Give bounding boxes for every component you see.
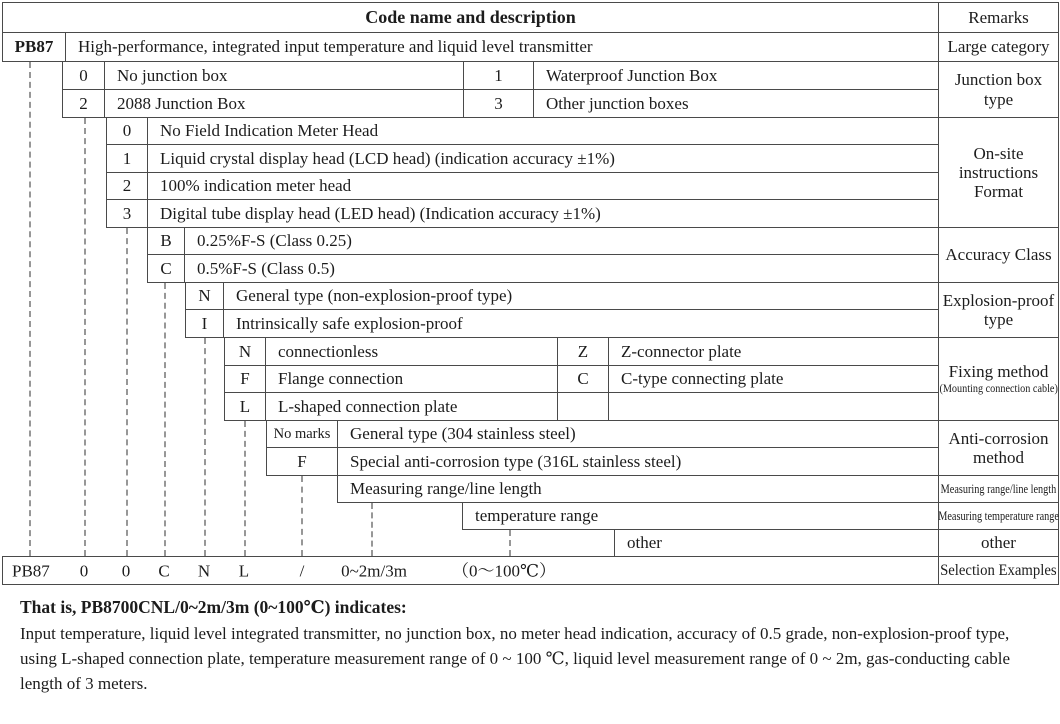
remarks-header: Remarks: [938, 2, 1059, 33]
other-remark: other: [938, 529, 1059, 557]
meter-code-2: 2: [106, 172, 148, 200]
dashed-line-range: [371, 503, 373, 556]
anticorrosion-label-1: Special anti-corrosion type (316L stainless steel): [337, 447, 939, 476]
junction-code-2: 2: [62, 89, 105, 118]
temperature-range-label: temperature range: [462, 502, 939, 530]
junction-label-0: No junction box: [104, 61, 464, 90]
example-code-pb87: PB87: [12, 560, 50, 580]
explosion-label-1: Intrinsically safe explosion-proof: [223, 309, 939, 338]
junction-label-3: Other junction boxes: [533, 89, 939, 118]
explosion-label-0: General type (non-explosion-proof type): [223, 282, 939, 310]
fixing-code-c: C: [557, 365, 609, 393]
category-remark: Large category: [938, 32, 1059, 62]
category-description: High-performance, integrated input temperature and liquid level transmitter: [65, 32, 939, 62]
fixing-remark: [938, 337, 1059, 421]
fixing-label-l: L-shaped connection plate: [265, 392, 558, 421]
meter-remark: On-site instructions Format: [938, 117, 1059, 228]
example-code-accuracy: C: [158, 560, 170, 580]
fixing-code-f: F: [224, 365, 266, 393]
example-code-explosion: N: [197, 560, 211, 580]
meter-code-3: 3: [106, 199, 148, 228]
dashed-line-accuracy: [164, 283, 166, 556]
measuring-range-remark: [938, 475, 1059, 503]
example-row: [2, 556, 939, 585]
dashed-line-category: [29, 62, 31, 556]
footnote-heading: That is, PB8700CNL/0~2m/3m (0~100℃) indicates:: [20, 597, 407, 617]
meter-code-1: 1: [106, 144, 148, 173]
example-code-junction: 0: [79, 560, 89, 580]
meter-label-1: Liquid crystal display head (LCD head) (indication accuracy ±1%): [147, 144, 939, 173]
junction-code-1: 1: [463, 61, 534, 90]
accuracy-code-1: C: [147, 254, 185, 283]
fixing-label-n: connectionless: [265, 337, 558, 366]
accuracy-remark: Accuracy Class: [938, 227, 1059, 283]
dashed-line-junction: [84, 118, 86, 556]
meter-code-0: 0: [106, 117, 148, 145]
example-code-fixing: L: [238, 560, 250, 580]
other-label: other: [614, 529, 939, 557]
fixing-remark-title: Fixing method: [948, 362, 1049, 382]
temperature-range-remark-text: Measuring temperature range: [938, 509, 1059, 523]
explosion-remark: Explosion-proof type: [938, 282, 1059, 338]
fixing-remark-sub: (Mounting connection cable): [939, 381, 1058, 396]
measuring-range-label: Measuring range/line length: [337, 475, 939, 503]
fixing-label-f: Flange connection: [265, 365, 558, 393]
table-title: Code name and description: [2, 2, 939, 33]
explosion-code-0: N: [185, 282, 224, 310]
example-remark: [938, 556, 1059, 585]
dashed-line-meter: [126, 228, 128, 556]
junction-remark: Junction box type: [938, 61, 1059, 118]
fixing-empty-label: [608, 392, 939, 421]
anticorrosion-code-0: No marks: [266, 420, 338, 448]
dashed-line-explosion: [204, 338, 206, 556]
dashed-line-anticorrosion: [301, 476, 303, 556]
fixing-code-z: Z: [557, 337, 609, 366]
example-code-anticorrosion: /: [299, 560, 305, 580]
junction-label-2: 2088 Junction Box: [104, 89, 464, 118]
fixing-label-c: C-type connecting plate: [608, 365, 939, 393]
measuring-range-remark-text: Measuring range/line length: [940, 482, 1057, 496]
dashed-line-temperature: [509, 530, 511, 556]
fixing-code-n: N: [224, 337, 266, 366]
accuracy-code-0: B: [147, 227, 185, 255]
explosion-code-1: I: [185, 309, 224, 338]
accuracy-label-1: 0.5%F-S (Class 0.5): [184, 254, 939, 283]
meter-label-2: 100% indication meter head: [147, 172, 939, 200]
example-code-range: 0~2m/3m: [341, 560, 407, 580]
anticorrosion-code-1: F: [266, 447, 338, 476]
anticorrosion-remark: Anti-corrosion method: [938, 420, 1059, 476]
category-code: PB87: [2, 32, 66, 62]
footnote-body: Input temperature, liquid level integrated transmitter, no junction box, no meter head indication, accuracy of 0.5 grade, non-explosion-proof type, using L-shaped connection plate, temperature measurement range of 0 ~ 100 ℃, liquid level measurement range of 0 ~ 2m, gas-conducting cable length of 3 meters.: [20, 624, 1011, 693]
junction-code-0: 0: [62, 61, 105, 90]
junction-code-3: 3: [463, 89, 534, 118]
meter-label-0: No Field Indication Meter Head: [147, 117, 939, 145]
accuracy-label-0: 0.25%F-S (Class 0.25): [184, 227, 939, 255]
dashed-line-fixing: [244, 421, 246, 556]
fixing-code-l: L: [224, 392, 266, 421]
example-code-meter: 0: [121, 560, 131, 580]
temperature-range-remark: [938, 502, 1059, 530]
junction-label-1: Waterproof Junction Box: [533, 61, 939, 90]
example-code-temperature: （0～100℃）: [451, 560, 557, 580]
fixing-label-z: Z-connector plate: [608, 337, 939, 366]
example-remark-text: Selection Examples: [940, 561, 1057, 579]
anticorrosion-label-0: General type (304 stainless steel): [337, 420, 939, 448]
fixing-empty-code: [557, 392, 609, 421]
meter-label-3: Digital tube display head (LED head) (Indication accuracy ±1%): [147, 199, 939, 228]
